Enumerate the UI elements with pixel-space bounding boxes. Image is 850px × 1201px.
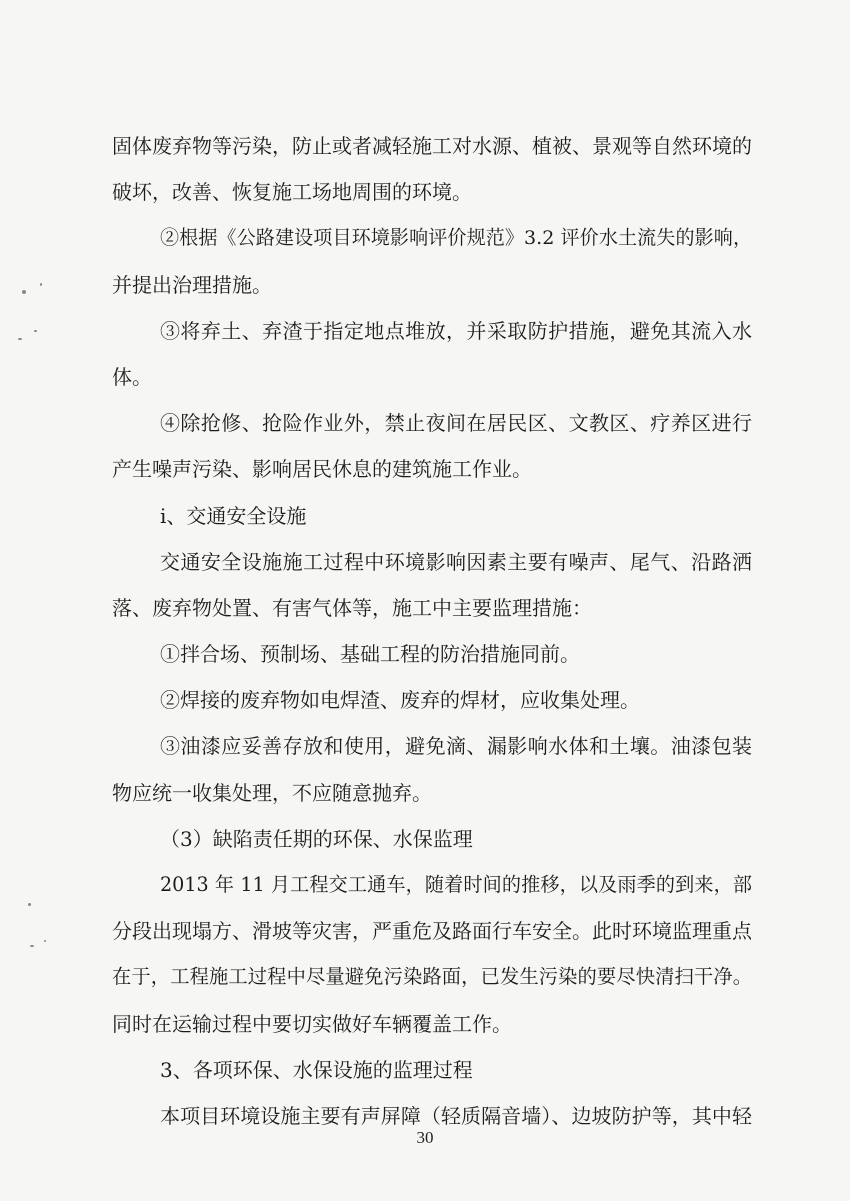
body-text (112, 123, 752, 1139)
text-line: 在于，工程施工过程中尽量避免污染路面，已发生污染的要尽快清扫干净。 (112, 965, 752, 989)
page-number: 30 (416, 1128, 434, 1147)
text-line: 体。 (112, 364, 152, 389)
text-line: 2013 年 11 月工程交工通车，随着时间的推移，以及雨季的到来，部 (160, 873, 752, 896)
text-line: 3、各项环保、水保设施的监理过程 (160, 1057, 473, 1082)
text-line: i、交通安全设施 (160, 503, 307, 528)
scan-speck (44, 940, 46, 942)
scan-speck (40, 283, 42, 286)
text-line: 交通安全设施施工过程中环境影响因素主要有噪声、尾气、沿路洒 (160, 549, 752, 574)
text-line: 破坏，改善、恢复施工场地周围的环境。 (112, 180, 472, 205)
text-line: 物应统一收集处理，不应随意抛弃。 (112, 780, 432, 805)
scan-speck (28, 903, 31, 906)
text-line: 分段出现塌方、滑坡等灾害，严重危及路面行车安全。此时环境监理重点 (112, 919, 752, 944)
scan-speck (34, 330, 37, 332)
text-line: 同时在运输过程中要切实做好车辆覆盖工作。 (112, 1011, 512, 1036)
text-line: ①拌合场、预制场、基础工程的防治措施同前。 (160, 642, 580, 667)
text-line: ③将弃土、弃渣于指定地点堆放，并采取防护措施，避免其流入水 (160, 318, 752, 343)
text-line: 落、废弃物处置、有害气体等，施工中主要监理措施： (112, 595, 592, 620)
text-line: 固体废弃物等污染，防止或者减轻施工对水源、植被、景观等自然环境的 (112, 134, 752, 158)
text-line: 产生噪声污染、影响居民休息的建筑施工作业。 (112, 457, 532, 482)
text-line: ②根据《公路建设项目环境影响评价规范》3.2 评价水土流失的影响， (160, 227, 752, 250)
scan-speck (30, 945, 34, 947)
text-line: ②焊接的废弃物如电焊渣、废弃的焊材，应收集处理。 (160, 688, 640, 713)
text-line: 并提出治理措施。 (112, 272, 272, 297)
scan-speck (18, 338, 22, 340)
scan-speck (22, 290, 26, 294)
text-line: ④除抢修、抢险作业外，禁止夜间在居民区、文教区、疗养区进行 (160, 411, 752, 436)
text-line: （3）缺陷责任期的环保、水保监理 (160, 826, 473, 851)
text-line: 本项目环境设施主要有声屏障（轻质隔音墙）、边坡防护等，其中轻 (160, 1103, 752, 1128)
text-line: ③油漆应妥善存放和使用，避免滴、漏影响水体和土壤。油漆包装 (160, 734, 752, 759)
